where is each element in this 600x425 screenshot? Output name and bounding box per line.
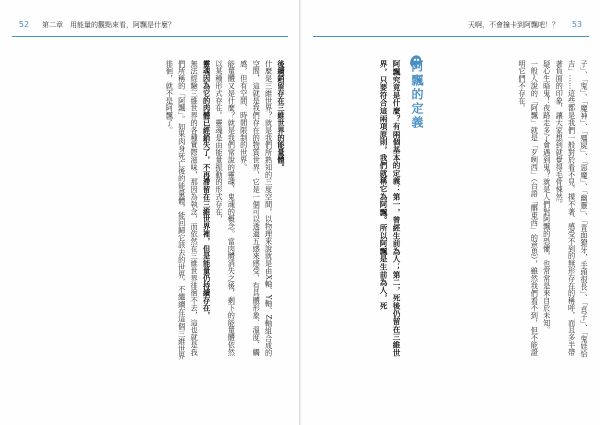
paragraph: 疑心生暗鬼！夜路走多了會遇到鬼？就是人們對阿飄的恐懼，也常常是來自於未知。 [542,60,552,334]
paragraph: 無法經驗三維世界的各種實際滋味，那因為執念，而依然在三維世界徘徊不去，這也就是我們所稱的「阿飄」。如果肉身死亡後的能量體，能回歸它該去的世界，不繼續在這個三維世界徘徊，就不是阿飄了。 [165,60,200,360]
right-page [301,0,600,425]
right-chapter-header: 天啊，不會撞卡到阿飄吧！？ [468,21,559,29]
paragraph: 後續銷留存在三維世界的能量體。 [277,60,286,171]
left-header [12,16,288,34]
paragraph: 子」、「鬼」、「魔神」、「殭屍」、「惡魔」、「幽靈」、「青面獠牙，手頭很長」、「貞子」、「鬼娃恰吉」……這些都是我們一般對於看不見、摸不著、感受不到的無形存在的稱呼，而且多半帶著負面的印象，讓大家想到就覺得毛骨悚然。 [555,60,589,358]
paragraph: 靈魂因為它的肉體已經銷失了，不再滯留在三維世界裡，但是能量仍持續存在， [202,60,212,319]
left-header-rule [12,36,288,37]
right-header [313,16,589,34]
section-body: 阿飄究竟是什麼？有兩個基本的定義：第一，曾經生前為人；第二，死後仍留在三維世界，只要符合這兩項原則，我們就稱它為阿飄。所以阿飄是生前為人，死 [379,60,401,357]
paragraph: 一般人說的「阿飄」就是「歹咧西」（台語「髒東西」的意思），雖然我們看不到，但不能證明它們不存在。 [517,60,540,357]
right-body-text [440,60,590,360]
left-page-number: 52 [18,20,30,29]
right-page-number: 53 [571,20,583,29]
paragraph: 什麼是三維世界？就是我們所熟知的三度空間，以物理來說就是由X軸、Y軸、Z軸組合成的空間，這就是我們存在的物質世界，它是一個可以透過五感來感受、有具體形象、溫度、觸感，但有空間、時間限制的世界。 [239,60,274,357]
right-header-rule [313,36,589,37]
section-title: 阿飄的定義 [410,60,424,130]
left-page [0,0,299,425]
paragraph: 能量體又是什麼？就是我們常說的靈魂、鬼魂的概念。當肉體消失之後，剩下的能量體依然以某種形式存在。靈魂是由能量振動的形式存在， [214,60,237,356]
left-chapter-header: 第二章 用能量的觀點來看，阿飄是什麼？ [42,21,175,29]
left-body-text [47,60,287,360]
